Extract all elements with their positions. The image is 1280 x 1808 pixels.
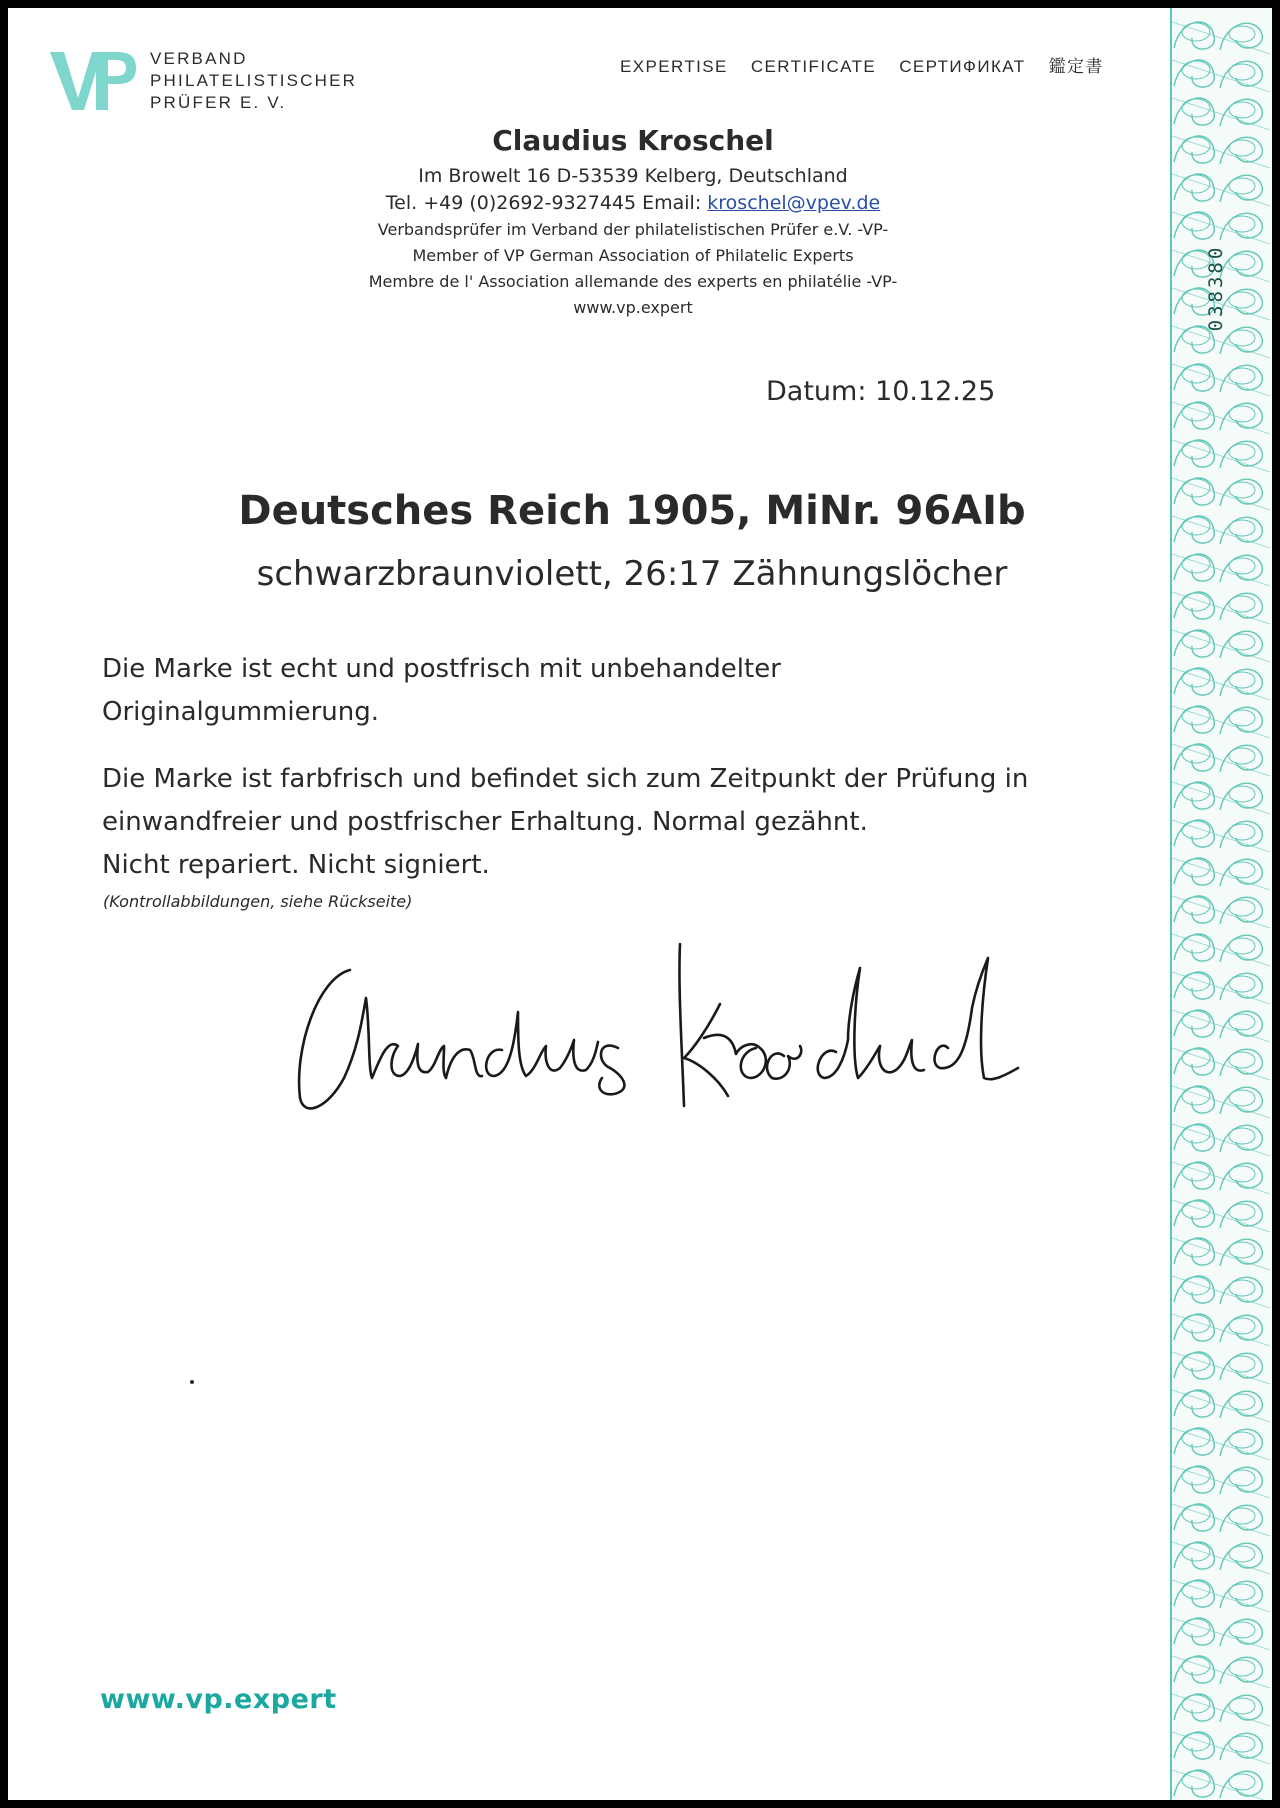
certificate-date: Datum: 10.12.25: [766, 376, 996, 407]
vp-logo: [50, 46, 370, 116]
paragraph-line: Die Marke ist farbfrisch und befindet sich zum Zeitpunkt der Prüfung in: [102, 764, 1029, 794]
signature: [288, 928, 1028, 1128]
membership-line-en: Member of VP German Association of Philatelic Experts: [412, 246, 854, 265]
examiner-address: Im Browelt 16 D-53539 Kelberg, Deutschland: [418, 165, 848, 187]
label-expertise: EXPERTISE: [620, 57, 728, 76]
certificate-labels: [620, 52, 1104, 77]
certificate-page: [8, 8, 1272, 1800]
logo-line-1: VERBAND: [150, 49, 248, 68]
vp-logo-mark: [50, 50, 136, 112]
paragraph-condition: [102, 758, 1028, 887]
paragraph-line: einwandfreier und postfrischer Erhaltung. Normal gezähnt.: [102, 807, 868, 837]
paragraph-authenticity: [102, 648, 781, 734]
membership-line-fr: Membre de l' Association allemande des experts en philatélie -VP-: [368, 272, 898, 291]
stamp-subtitle: schwarzbraunviolett, 26:17 Zähnungslöcher: [256, 554, 1008, 594]
phone-email-label: Tel. +49 (0)2692-9327445 Email:: [385, 192, 708, 214]
paragraph-line: Nicht repariert. Nicht signiert.: [102, 850, 490, 880]
examiner-header: [308, 124, 958, 321]
control-images-note: (Kontrollabbildungen, siehe Rückseite): [103, 892, 413, 911]
label-certificate-jp: 鑑定書: [1048, 57, 1104, 76]
logo-line-3: PRÜFER E. V.: [150, 93, 287, 112]
label-certificate: CERTIFICATE: [750, 57, 877, 76]
membership-line-de: Verbandsprüfer im Verband der philatelistischen Prüfer e.V. -VP-: [377, 220, 889, 239]
footer-website-link[interactable]: www.vp.expert: [100, 1684, 337, 1715]
paragraph-line: Originalgummierung.: [102, 697, 380, 727]
email-link[interactable]: kroschel@vpev.de: [707, 192, 881, 214]
examiner-contact: [308, 190, 958, 217]
label-certificate-ru: СЕРТИФИКАТ: [899, 57, 1026, 76]
paper-speck: [190, 1380, 194, 1384]
stamp-title: Deutsches Reich 1905, MiNr. 96AIb: [238, 488, 1026, 534]
examiner-name: Claudius Kroschel: [492, 124, 774, 157]
serial-number: 038380: [1205, 244, 1227, 332]
membership-website[interactable]: www.vp.expert: [573, 298, 693, 317]
logo-line-2: PHILATELISTISCHER: [150, 71, 358, 90]
paragraph-line: Die Marke ist echt und postfrisch mit unbehandelter: [102, 654, 781, 684]
